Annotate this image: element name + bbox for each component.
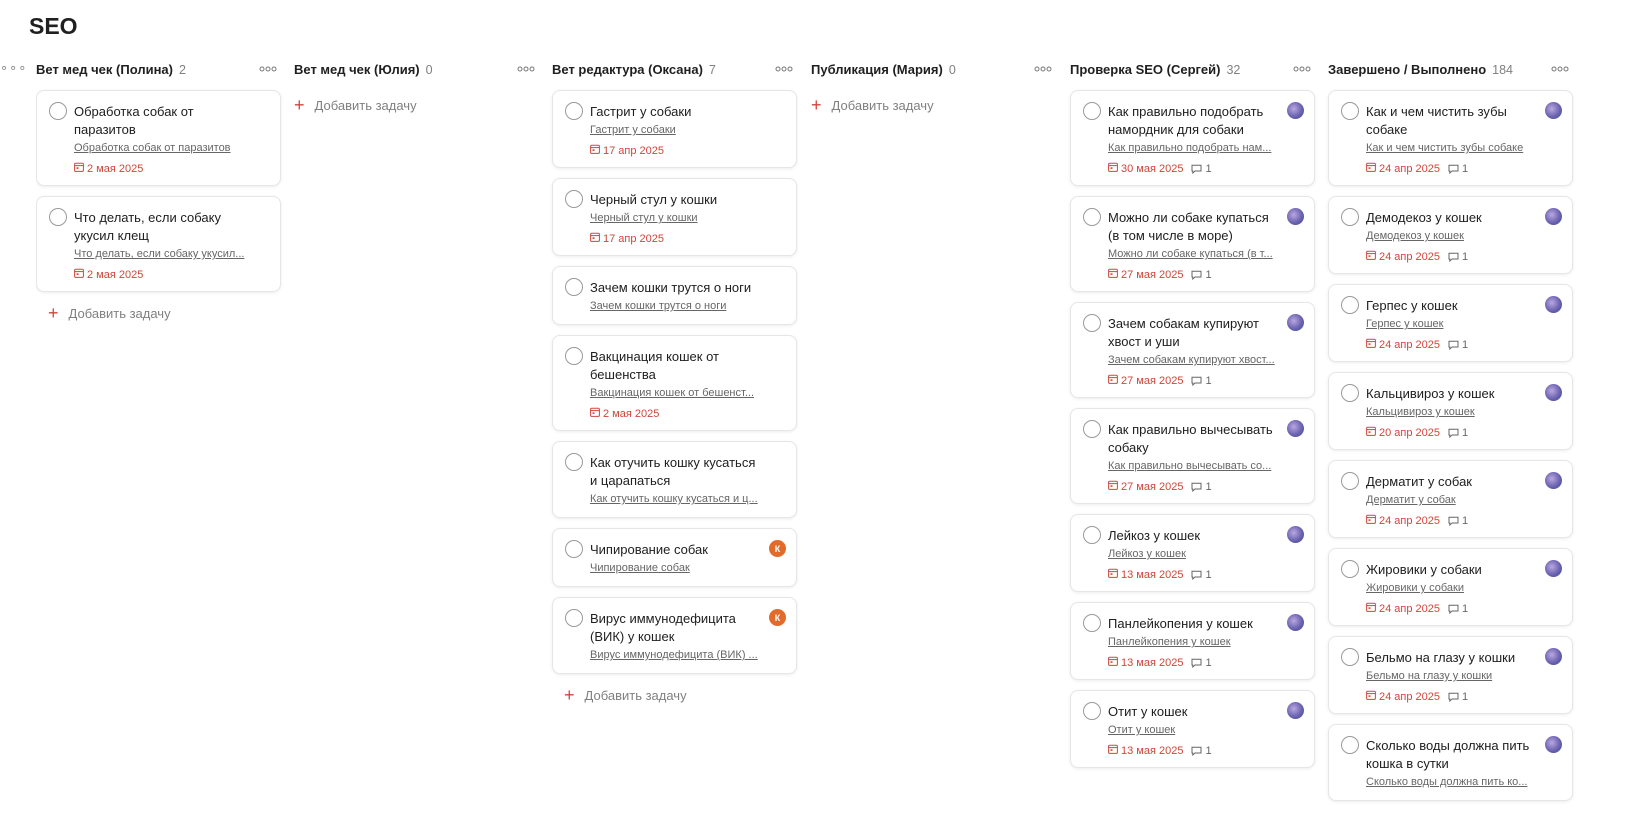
assignee-avatar[interactable] <box>1287 420 1304 437</box>
complete-checkbox[interactable] <box>49 208 67 226</box>
task-title: Герпес у кошек <box>1366 298 1458 313</box>
task-description-link[interactable]: Гастрит у собаки <box>590 124 676 136</box>
task-meta <box>1108 480 1300 493</box>
column-header <box>1328 58 1573 80</box>
add-task-button[interactable] <box>294 94 539 116</box>
calendar-icon <box>590 144 603 157</box>
task-meta <box>1108 268 1300 281</box>
assignee-avatar[interactable] <box>1545 736 1562 753</box>
due-date[interactable]: 13 мая 2025 <box>1121 656 1184 669</box>
comment-count[interactable] <box>1191 375 1211 387</box>
calendar-icon <box>1366 602 1379 615</box>
assignee-avatar[interactable]: К <box>769 540 786 557</box>
comment-count[interactable] <box>1448 339 1468 351</box>
complete-checkbox[interactable] <box>565 609 583 627</box>
task-description-link[interactable]: Сколько воды должна пить ко... <box>1366 776 1528 788</box>
task-title: Дерматит у собак <box>1366 474 1472 489</box>
comment-count[interactable] <box>1448 515 1468 527</box>
column-more-icon[interactable] <box>1291 60 1313 78</box>
column-more-icon[interactable] <box>773 60 795 78</box>
task-title: Вакцинация кошек от бешенства <box>590 349 719 382</box>
comment-count[interactable] <box>1191 569 1211 581</box>
comment-icon <box>1448 692 1462 702</box>
column-header <box>294 58 539 80</box>
task-card[interactable] <box>1070 602 1315 680</box>
complete-checkbox[interactable] <box>1341 648 1359 666</box>
task-meta <box>74 268 266 281</box>
task-title: Кальцивироз у кошек <box>1366 386 1495 401</box>
task-description-link[interactable]: Как правильно вычесывать со... <box>1108 460 1272 472</box>
comment-count-text: 1 <box>1462 250 1469 263</box>
comment-count[interactable] <box>1191 481 1211 493</box>
task-description-link[interactable]: Можно ли собаке купаться (в т... <box>1108 248 1273 260</box>
task-title: Вирус иммунодефицита (ВИК) у кошек <box>590 611 736 644</box>
comment-icon <box>1191 482 1205 492</box>
add-task-label: Добавить задачу <box>584 687 687 703</box>
column-title <box>1328 62 1513 77</box>
assignee-avatar[interactable] <box>1287 702 1304 719</box>
complete-checkbox[interactable] <box>1341 560 1359 578</box>
task-description-link[interactable]: Вирус иммунодефицита (ВИК) ... <box>590 649 758 661</box>
task-card[interactable] <box>1070 302 1315 398</box>
due-date[interactable]: 27 мая 2025 <box>1121 480 1184 493</box>
column-count: 2 <box>178 62 186 77</box>
calendar-icon <box>1108 568 1121 581</box>
column-title <box>1070 62 1240 77</box>
task-card[interactable] <box>1328 460 1573 538</box>
comment-count-text: 1 <box>1462 426 1469 439</box>
column-title <box>552 62 716 77</box>
comment-count-text: 1 <box>1462 338 1469 351</box>
task-card[interactable] <box>36 90 281 186</box>
assignee-avatar[interactable] <box>1287 314 1304 331</box>
comment-count[interactable] <box>1191 745 1211 757</box>
board-column <box>552 58 797 818</box>
task-description-link[interactable]: Как и чем чистить зубы собаке <box>1366 142 1524 154</box>
assignee-avatar[interactable] <box>1287 208 1304 225</box>
task-description-link[interactable]: Чипирование собак <box>590 562 690 574</box>
comment-count-text: 1 <box>1462 602 1469 615</box>
column-more-icon[interactable] <box>515 60 537 78</box>
column-title-text: Вет редактура (Оксана) <box>552 61 703 77</box>
comment-count[interactable] <box>1191 163 1211 175</box>
task-card[interactable] <box>1070 408 1315 504</box>
comment-icon <box>1191 658 1205 668</box>
due-date[interactable]: 17 апр 2025 <box>603 232 665 245</box>
comment-icon <box>1191 376 1205 386</box>
complete-checkbox[interactable] <box>1083 102 1101 120</box>
task-card[interactable] <box>1328 636 1573 714</box>
task-card[interactable] <box>552 528 797 587</box>
calendar-icon <box>590 232 603 245</box>
calendar-icon <box>590 407 603 420</box>
task-description-link[interactable]: Жировики у собаки <box>1366 582 1464 594</box>
due-date[interactable]: 24 апр 2025 <box>1379 690 1441 703</box>
due-date[interactable]: 24 апр 2025 <box>1379 514 1441 527</box>
task-card[interactable] <box>1328 284 1573 362</box>
task-description-link[interactable]: Демодекоз у кошек <box>1366 230 1464 242</box>
task-card[interactable] <box>1328 548 1573 626</box>
add-task-button[interactable] <box>552 684 797 706</box>
task-meta <box>1366 602 1558 615</box>
comment-count[interactable] <box>1191 657 1211 669</box>
task-title: Что делать, если собаку укусил клещ <box>74 210 221 243</box>
task-description-link[interactable]: Как отучить кошку кусаться и ц... <box>590 493 758 505</box>
complete-checkbox[interactable] <box>1083 526 1101 544</box>
comment-count[interactable] <box>1191 269 1211 281</box>
calendar-icon <box>74 268 87 281</box>
board-column <box>294 58 539 818</box>
column-count: 7 <box>708 62 716 77</box>
task-title: Бельмо на глазу у кошки <box>1366 650 1516 665</box>
assignee-avatar[interactable] <box>1287 526 1304 543</box>
calendar-icon <box>1366 514 1379 527</box>
complete-checkbox[interactable] <box>1083 702 1101 720</box>
card-list <box>552 90 797 674</box>
board-column <box>811 58 1056 818</box>
column-header <box>811 58 1056 80</box>
due-date[interactable]: 24 апр 2025 <box>1379 250 1441 263</box>
column-title-text: Завершено / Выполнено <box>1328 61 1487 77</box>
task-meta <box>590 232 782 245</box>
complete-checkbox[interactable] <box>565 278 583 296</box>
column-header <box>36 58 281 80</box>
column-count: 32 <box>1226 62 1241 77</box>
column-more-icon[interactable] <box>1549 60 1571 78</box>
assignee-avatar[interactable] <box>1545 208 1562 225</box>
board-column <box>36 58 281 818</box>
task-description-link[interactable]: Кальцивироз у кошек <box>1366 406 1475 418</box>
complete-checkbox[interactable] <box>565 453 583 471</box>
task-title: Лейкоз у кошек <box>1108 528 1201 543</box>
task-description-link[interactable]: Панлейкопения у кошек <box>1108 636 1231 648</box>
assignee-avatar[interactable] <box>1287 102 1304 119</box>
task-title: Как отучить кошку кусаться и царапаться <box>590 455 756 488</box>
add-task-label: Добавить задачу <box>68 305 171 321</box>
calendar-icon <box>1366 162 1379 175</box>
calendar-icon <box>1366 250 1379 263</box>
task-card[interactable] <box>1328 90 1573 186</box>
add-task-button[interactable] <box>811 94 1056 116</box>
due-date[interactable]: 13 мая 2025 <box>1121 744 1184 757</box>
task-meta <box>1366 338 1558 351</box>
assignee-avatar[interactable] <box>1287 614 1304 631</box>
complete-checkbox[interactable] <box>1341 296 1359 314</box>
comment-icon <box>1191 570 1205 580</box>
assignee-avatar[interactable] <box>1545 296 1562 313</box>
task-title: Панлейкопения у кошек <box>1108 616 1253 631</box>
column-count: 184 <box>1492 62 1514 77</box>
task-description-link[interactable]: Черный стул у кошки <box>590 212 698 224</box>
comment-icon <box>1191 270 1205 280</box>
column-title <box>294 62 433 77</box>
complete-checkbox[interactable] <box>1083 314 1101 332</box>
plus-icon: + <box>811 95 822 115</box>
column-header <box>552 58 797 80</box>
calendar-icon <box>74 162 87 175</box>
task-description-link[interactable]: Обработка собак от паразитов <box>74 142 231 154</box>
comment-count[interactable] <box>1448 691 1468 703</box>
task-title: Сколько воды должна пить кошка в сутки <box>1366 738 1530 771</box>
comment-count-text: 1 <box>1205 480 1212 493</box>
comment-count[interactable] <box>1448 427 1468 439</box>
due-date[interactable]: 27 мая 2025 <box>1121 268 1184 281</box>
due-date[interactable]: 24 апр 2025 <box>1379 602 1441 615</box>
complete-checkbox[interactable] <box>565 102 583 120</box>
complete-checkbox[interactable] <box>1083 614 1101 632</box>
column-title-text: Публикация (Мария) <box>811 61 943 77</box>
task-title: Как и чем чистить зубы собаке <box>1366 104 1507 137</box>
column-more-icon[interactable] <box>257 60 279 78</box>
assignee-avatar[interactable] <box>1545 384 1562 401</box>
task-description-link[interactable]: Как правильно подобрать нам... <box>1108 142 1272 154</box>
card-list <box>1328 90 1573 801</box>
calendar-icon <box>1108 162 1121 175</box>
complete-checkbox[interactable] <box>1341 736 1359 754</box>
comment-icon <box>1191 164 1205 174</box>
assignee-avatar[interactable] <box>1545 472 1562 489</box>
task-title: Обработка собак от паразитов <box>74 104 194 137</box>
comment-count[interactable] <box>1448 163 1468 175</box>
due-date[interactable]: 24 апр 2025 <box>1379 162 1441 175</box>
task-description-link[interactable]: Дерматит у собак <box>1366 494 1456 506</box>
card-list <box>1070 90 1315 768</box>
task-card[interactable] <box>1070 514 1315 592</box>
complete-checkbox[interactable] <box>565 347 583 365</box>
page-title: SEO <box>29 13 78 39</box>
due-date[interactable]: 17 апр 2025 <box>603 144 665 157</box>
plus-icon: + <box>564 685 575 705</box>
calendar-icon <box>1108 374 1121 387</box>
column-title-text: Вет мед чек (Юлия) <box>294 61 420 77</box>
board-column <box>1070 58 1315 818</box>
comment-count-text: 1 <box>1205 568 1212 581</box>
comment-count-text: 1 <box>1205 268 1212 281</box>
comment-count-text: 1 <box>1462 514 1469 527</box>
task-title: Зачем собакам купируют хвост и уши <box>1108 316 1259 349</box>
more-icon[interactable]: ∘∘∘ <box>0 60 28 75</box>
comment-icon <box>1448 340 1462 350</box>
add-task-label: Добавить задачу <box>314 97 417 113</box>
task-description-link[interactable]: Отит у кошек <box>1108 724 1176 736</box>
due-date[interactable]: 27 мая 2025 <box>1121 374 1184 387</box>
add-task-label: Добавить задачу <box>831 97 934 113</box>
task-description-link[interactable]: Лейкоз у кошек <box>1108 548 1186 560</box>
due-date[interactable]: 24 апр 2025 <box>1379 338 1441 351</box>
calendar-icon <box>1108 268 1121 281</box>
comment-icon <box>1448 252 1462 262</box>
comment-icon <box>1448 516 1462 526</box>
due-date[interactable]: 2 мая 2025 <box>603 407 660 420</box>
task-meta <box>1366 514 1558 527</box>
calendar-icon <box>1108 744 1121 757</box>
comment-count-text: 1 <box>1205 162 1212 175</box>
task-meta <box>1108 656 1300 669</box>
task-meta <box>1108 744 1300 757</box>
task-card[interactable] <box>552 335 797 431</box>
complete-checkbox[interactable] <box>1341 384 1359 402</box>
due-date[interactable]: 13 мая 2025 <box>1121 568 1184 581</box>
complete-checkbox[interactable] <box>565 190 583 208</box>
comment-count[interactable] <box>1448 251 1468 263</box>
task-title: Зачем кошки трутся о ноги <box>590 280 752 295</box>
task-card[interactable] <box>552 178 797 256</box>
complete-checkbox[interactable] <box>1341 472 1359 490</box>
task-card[interactable] <box>552 597 797 674</box>
task-card[interactable] <box>1328 372 1573 450</box>
task-card[interactable] <box>552 90 797 168</box>
comment-count-text: 1 <box>1205 374 1212 387</box>
task-title: Демодекоз у кошек <box>1366 210 1482 225</box>
board-column <box>1328 58 1573 818</box>
due-date[interactable]: 20 апр 2025 <box>1379 426 1441 439</box>
task-title: Отит у кошек <box>1108 704 1188 719</box>
comment-icon <box>1191 746 1205 756</box>
comment-count[interactable] <box>1448 603 1468 615</box>
task-meta <box>590 407 782 420</box>
calendar-icon <box>1366 690 1379 703</box>
calendar-icon <box>1366 338 1379 351</box>
task-title: Черный стул у кошки <box>590 192 718 207</box>
task-meta <box>74 162 266 175</box>
task-card[interactable] <box>36 196 281 292</box>
column-header <box>1070 58 1315 80</box>
task-description-link[interactable]: Зачем собакам купируют хвост... <box>1108 354 1275 366</box>
task-card[interactable] <box>1328 196 1573 274</box>
task-meta <box>1366 426 1558 439</box>
task-description-link[interactable]: Вакцинация кошек от бешенст... <box>590 387 754 399</box>
task-meta <box>590 144 782 157</box>
complete-checkbox[interactable] <box>49 102 67 120</box>
assignee-avatar[interactable]: К <box>769 609 786 626</box>
task-description-link[interactable]: Что делать, если собаку укусил... <box>74 248 245 260</box>
plus-icon: + <box>48 303 59 323</box>
complete-checkbox[interactable] <box>1341 102 1359 120</box>
column-title-text: Вет мед чек (Полина) <box>36 61 173 77</box>
task-title: Как правильно вычесывать собаку <box>1108 422 1273 455</box>
task-meta <box>1108 374 1300 387</box>
task-card[interactable] <box>1070 90 1315 186</box>
task-description-link[interactable]: Зачем кошки трутся о ноги <box>590 300 727 312</box>
comment-icon <box>1448 604 1462 614</box>
comment-icon <box>1448 164 1462 174</box>
calendar-icon <box>1366 426 1379 439</box>
task-meta <box>1108 568 1300 581</box>
column-count: 0 <box>948 62 956 77</box>
due-date[interactable]: 30 мая 2025 <box>1121 162 1184 175</box>
task-card[interactable] <box>1070 196 1315 292</box>
column-more-icon[interactable] <box>1032 60 1054 78</box>
assignee-avatar[interactable] <box>1545 648 1562 665</box>
kanban-board <box>36 58 1637 818</box>
task-title: Гастрит у собаки <box>590 104 692 119</box>
task-title: Можно ли собаке купаться (в том числе в море) <box>1108 210 1269 243</box>
task-card[interactable] <box>1328 724 1573 801</box>
task-meta <box>1366 690 1558 703</box>
task-title: Как правильно подобрать намордник для собаки <box>1108 104 1264 137</box>
task-meta <box>1366 250 1558 263</box>
comment-count-text: 1 <box>1205 744 1212 757</box>
task-card[interactable] <box>552 441 797 518</box>
comment-count-text: 1 <box>1462 690 1469 703</box>
complete-checkbox[interactable] <box>1341 208 1359 226</box>
task-title: Чипирование собак <box>590 542 708 557</box>
task-description-link[interactable]: Бельмо на глазу у кошки <box>1366 670 1493 682</box>
comment-count-text: 1 <box>1205 656 1212 669</box>
task-description-link[interactable]: Герпес у кошек <box>1366 318 1444 330</box>
calendar-icon <box>1108 656 1121 669</box>
column-title <box>36 62 186 77</box>
complete-checkbox[interactable] <box>565 540 583 558</box>
task-title: Жировики у собаки <box>1366 562 1482 577</box>
comment-icon <box>1448 428 1462 438</box>
due-date[interactable]: 2 мая 2025 <box>87 268 144 281</box>
comment-count-text: 1 <box>1462 162 1469 175</box>
complete-checkbox[interactable] <box>1083 420 1101 438</box>
plus-icon: + <box>294 95 305 115</box>
complete-checkbox[interactable] <box>1083 208 1101 226</box>
task-meta <box>1366 162 1558 175</box>
task-meta <box>1108 162 1300 175</box>
add-task-button[interactable] <box>36 302 281 324</box>
assignee-avatar[interactable] <box>1545 560 1562 577</box>
task-card[interactable] <box>552 266 797 325</box>
assignee-avatar[interactable] <box>1545 102 1562 119</box>
due-date[interactable]: 2 мая 2025 <box>87 162 144 175</box>
task-card[interactable] <box>1070 690 1315 768</box>
card-list <box>36 90 281 292</box>
column-title-text: Проверка SEO (Сергей) <box>1070 61 1221 77</box>
column-title <box>811 62 956 77</box>
calendar-icon <box>1108 480 1121 493</box>
column-count: 0 <box>425 62 433 77</box>
